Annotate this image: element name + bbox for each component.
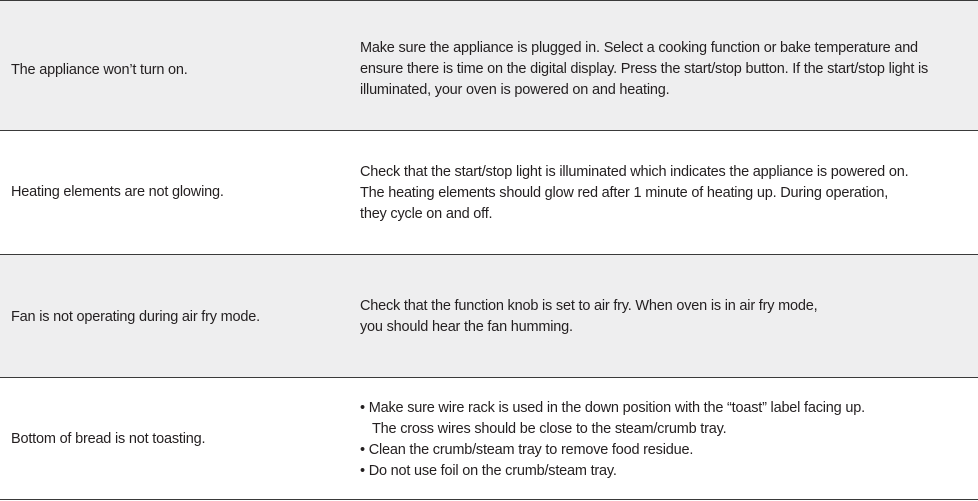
solution-line: Check that the function knob is set to air fry. When oven is in air fry mode, [360, 298, 818, 314]
solution-line: you should hear the fan humming. [360, 319, 573, 335]
solution-line: The heating elements should glow red after 1 minute of heating up. During operation, [360, 185, 889, 201]
issue-text: Heating elements are not glowing. [11, 184, 224, 200]
table-row [0, 130, 978, 254]
solution-bullet: • Make sure wire rack is used in the down position with the “toast” label facing up. [360, 400, 865, 416]
solution-bullet: • Do not use foil on the crumb/steam tray. [360, 463, 617, 479]
table-row [0, 254, 978, 377]
issue-text: The appliance won’t turn on. [11, 62, 188, 78]
solution-line: Check that the start/stop light is illuminated which indicates the appliance is powered on. [360, 164, 909, 180]
solution-bullet: • Clean the crumb/steam tray to remove food residue. [360, 442, 694, 458]
table-row [0, 0, 978, 130]
solution-text [360, 38, 928, 101]
table-bottom-border [0, 499, 978, 500]
issue-text: Fan is not operating during air fry mode. [11, 309, 260, 325]
issue-text: Bottom of bread is not toasting. [11, 431, 206, 447]
solution-line: Make sure the appliance is plugged in. Select a cooking function or bake temperature and [360, 40, 918, 56]
solution-text [360, 398, 865, 482]
solution-text [360, 162, 908, 225]
solution-line: they cycle on and off. [360, 206, 493, 222]
solution-line: ensure there is time on the digital display. Press the start/stop button. If the start/stop light is [360, 61, 929, 77]
table-row [0, 377, 978, 500]
solution-line: The cross wires should be close to the steam/crumb tray. [372, 421, 727, 437]
solution-text [360, 296, 817, 338]
solution-line: illuminated, your oven is powered on and heating. [360, 82, 670, 98]
